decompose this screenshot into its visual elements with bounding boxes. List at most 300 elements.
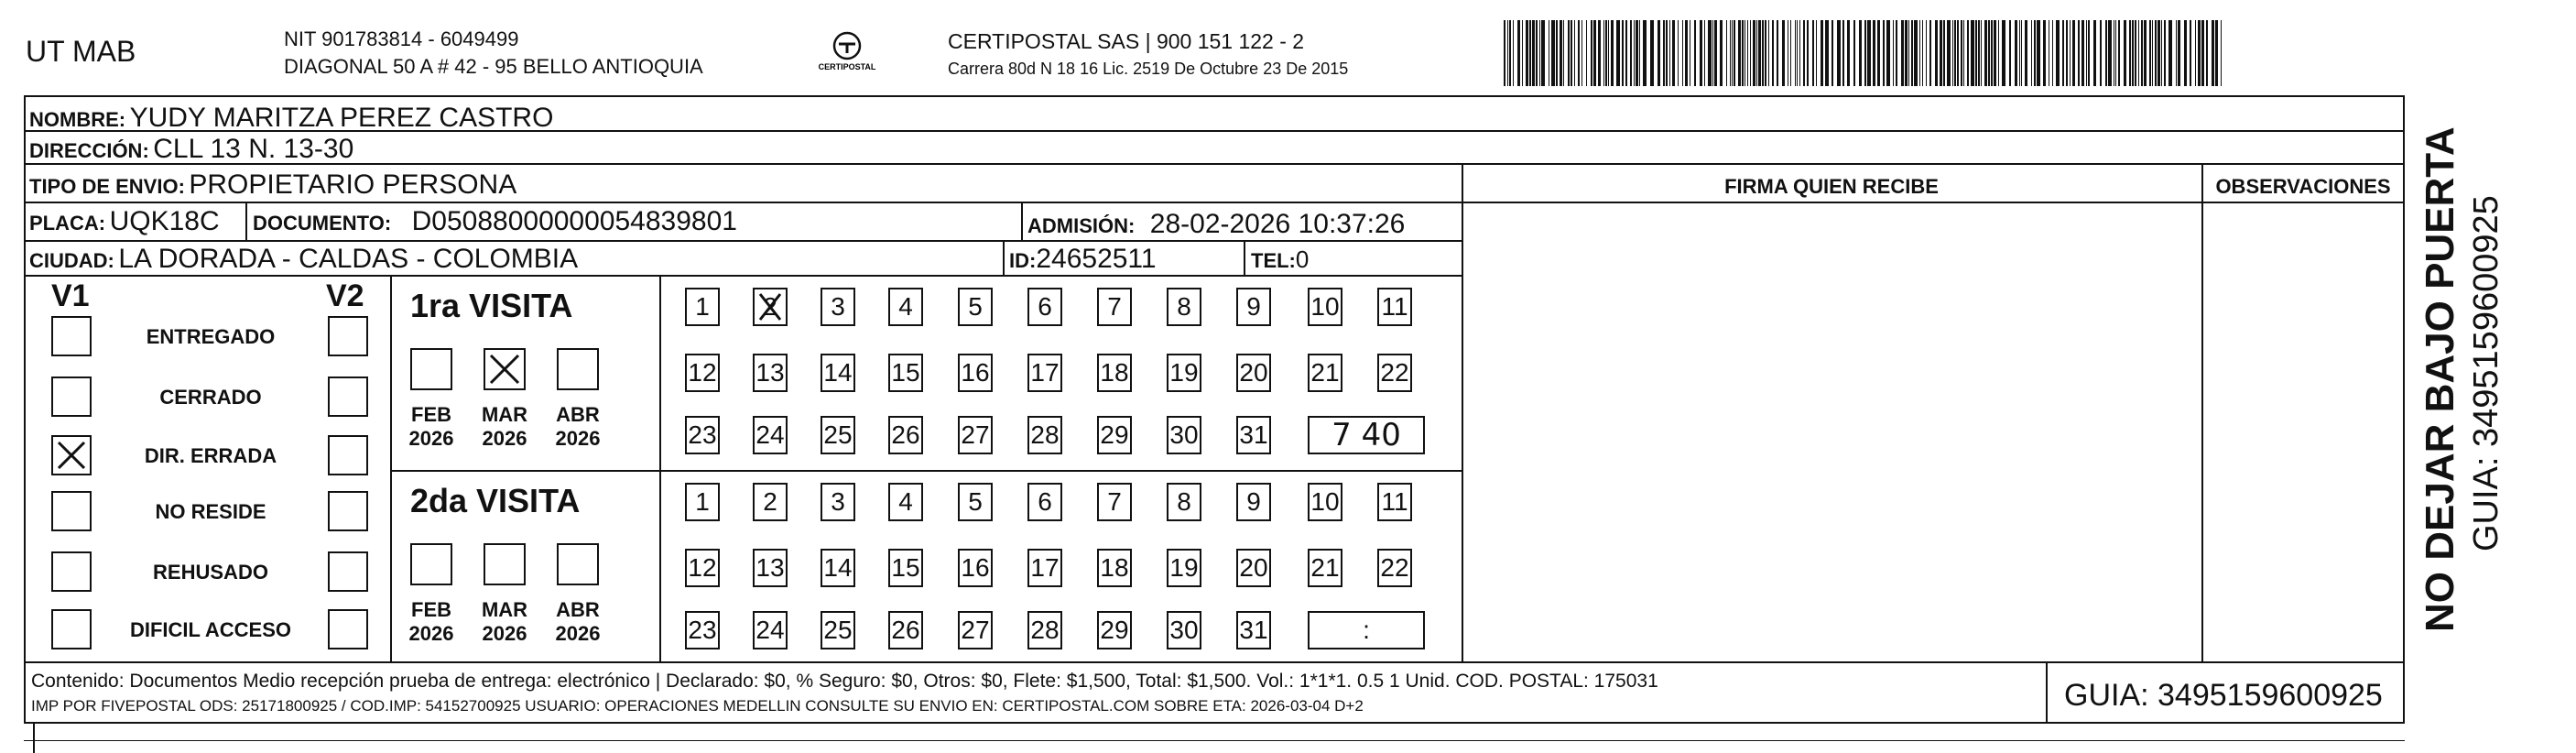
id-field xyxy=(1009,246,1157,273)
barcode-bar xyxy=(1873,20,1875,86)
barcode-bar xyxy=(2105,20,2107,86)
barcode-bar xyxy=(1574,20,1575,86)
id-label: ID: xyxy=(1009,249,1037,272)
day-box[interactable] xyxy=(1097,549,1132,587)
company-license: Carrera 80d N 18 16 Lic. 2519 De Octubre 23 De 2015 xyxy=(948,60,1349,78)
barcode-bar xyxy=(1935,20,1938,86)
day-number: 7 xyxy=(1107,292,1122,321)
day-number: 4 xyxy=(898,487,913,516)
barcode-bar xyxy=(1522,20,1523,86)
barcode-bar xyxy=(1867,20,1871,86)
day-box[interactable] xyxy=(1377,288,1412,326)
v2-checkbox[interactable] xyxy=(328,376,368,417)
tel-field xyxy=(1251,247,1309,271)
day-box[interactable] xyxy=(1097,611,1132,649)
day-box[interactable] xyxy=(888,611,923,649)
documento-field xyxy=(253,208,737,235)
tipo-envio-value: PROPIETARIO PERSONA xyxy=(189,169,517,200)
barcode-bar xyxy=(2141,20,2143,86)
day-box[interactable] xyxy=(1097,288,1132,326)
barcode-bar xyxy=(1658,20,1660,86)
day-number: 3 xyxy=(831,292,845,321)
day-number: 17 xyxy=(1030,553,1060,582)
placa-field xyxy=(29,208,220,235)
barcode-bar xyxy=(2201,20,2204,86)
day-box[interactable] xyxy=(958,288,993,326)
barcode-bar xyxy=(1975,20,1977,86)
day-box[interactable] xyxy=(1167,611,1201,649)
barcode-bar xyxy=(1994,20,1996,86)
month-checkbox[interactable] xyxy=(410,348,452,390)
barcode-bar xyxy=(2043,20,2046,86)
barcode-bar xyxy=(1896,20,1897,86)
day-box[interactable] xyxy=(753,288,788,326)
barcode xyxy=(1502,20,2225,86)
year-label: 2026 xyxy=(408,622,454,645)
day-box[interactable] xyxy=(753,416,788,454)
day-box[interactable] xyxy=(821,288,855,326)
day-box[interactable] xyxy=(958,416,993,454)
day-box[interactable] xyxy=(1236,416,1271,454)
day-number: 16 xyxy=(961,358,990,387)
barcode-bar xyxy=(1988,20,1990,86)
observations-area[interactable] xyxy=(2203,203,2403,660)
day-box[interactable] xyxy=(821,354,855,392)
barcode-bar xyxy=(1630,20,1632,86)
v1-checkbox[interactable] xyxy=(51,316,92,356)
visit-time-box[interactable] xyxy=(1308,611,1425,649)
barcode-bar xyxy=(1816,20,1817,86)
v2-checkbox[interactable] xyxy=(328,551,368,592)
day-number: 11 xyxy=(1381,487,1408,516)
ciudad-label: CIUDAD: xyxy=(29,249,114,272)
barcode-bar xyxy=(1926,20,1927,86)
sender-address: DIAGONAL 50 A # 42 - 95 BELLO ANTIOQUIA xyxy=(284,55,703,78)
month-checkbox[interactable] xyxy=(484,348,526,390)
day-number: 10 xyxy=(1310,487,1340,516)
barcode-bar xyxy=(1864,20,1866,86)
direccion-field xyxy=(29,136,353,163)
barcode-bar xyxy=(1747,20,1748,86)
barcode-bar xyxy=(2009,20,2011,86)
barcode-bar xyxy=(1762,20,1764,86)
day-number: 27 xyxy=(961,616,990,644)
day-x-mark xyxy=(755,289,786,324)
day-number: 19 xyxy=(1169,553,1199,582)
barcode-bar xyxy=(1603,20,1604,86)
day-box[interactable] xyxy=(1167,483,1201,521)
v2-checkbox[interactable] xyxy=(328,491,368,531)
barcode-bar xyxy=(2168,20,2172,86)
day-number: 2 xyxy=(763,487,777,516)
barcode-bar xyxy=(1978,20,1980,86)
visit-time-box[interactable] xyxy=(1308,416,1425,454)
v2-header: V2 xyxy=(326,278,364,313)
barcode-bar xyxy=(1777,20,1778,86)
barcode-bar xyxy=(1837,20,1841,86)
day-number: 17 xyxy=(1030,358,1060,387)
barcode-bar xyxy=(2037,20,2040,86)
v1-checkbox[interactable] xyxy=(51,491,92,531)
barcode-bar xyxy=(1643,20,1647,86)
day-number: 23 xyxy=(688,420,717,449)
day-box[interactable] xyxy=(1236,483,1271,521)
barcode-bar xyxy=(2161,20,2162,86)
barcode-bar xyxy=(1984,20,1987,86)
status-label: DIR. ERRADA xyxy=(144,444,277,467)
footer-contenido: Contenido: Documentos Medio recepción prueba de entrega: electrónico | Declarado: $0, % Seguro: $0, Otros: $0, Flete: $1,500, Total: $1,500. Vol.: 1*1*1. 0.5 1 Unid. COD. POSTAL: 175031 xyxy=(31,671,1658,692)
barcode-bar xyxy=(1991,20,1993,86)
day-number: 14 xyxy=(823,553,853,582)
v1-checkbox[interactable] xyxy=(51,376,92,417)
signature-area[interactable] xyxy=(1463,203,2200,660)
day-box[interactable] xyxy=(1377,354,1412,392)
day-number: 29 xyxy=(1100,616,1129,644)
barcode-bar xyxy=(1586,20,1587,86)
day-box[interactable] xyxy=(685,354,720,392)
day-number: 1 xyxy=(695,487,710,516)
ciudad-field xyxy=(29,246,578,273)
day-number: 14 xyxy=(823,358,853,387)
barcode-bar xyxy=(1842,20,1844,86)
tel-label: TEL: xyxy=(1251,249,1296,272)
day-number: 26 xyxy=(891,616,920,644)
firma-header: FIRMA QUIEN RECIBE xyxy=(1724,175,1939,198)
barcode-bar xyxy=(2025,20,2027,86)
barcode-bar xyxy=(1750,20,1751,86)
day-number: 15 xyxy=(891,358,920,387)
barcode-bar xyxy=(1622,20,1624,86)
barcode-bar xyxy=(1758,20,1761,86)
day-box[interactable] xyxy=(1236,354,1271,392)
barcode-bar xyxy=(1578,20,1580,86)
barcode-bar xyxy=(1971,20,1974,86)
barcode-bar xyxy=(1616,20,1620,86)
barcode-bar xyxy=(1803,20,1805,86)
company-name: CERTIPOSTAL SAS | 900 151 122 - 2 xyxy=(948,29,1305,53)
day-box[interactable] xyxy=(1308,288,1342,326)
barcode-bar xyxy=(1847,20,1850,86)
barcode-bar xyxy=(1734,20,1735,86)
day-box[interactable] xyxy=(958,611,993,649)
visit-title: 2da VISITA xyxy=(410,482,581,519)
day-box[interactable] xyxy=(685,549,720,587)
v2-checkbox[interactable] xyxy=(328,316,368,356)
barcode-bar xyxy=(1831,20,1833,86)
barcode-bar xyxy=(1678,20,1679,86)
day-box[interactable] xyxy=(1027,549,1062,587)
day-box[interactable] xyxy=(753,549,788,587)
placa-value: UQK18C xyxy=(109,206,220,236)
barcode-bar xyxy=(2002,20,2005,86)
day-box[interactable] xyxy=(1027,288,1062,326)
barcode-bar xyxy=(2088,20,2090,86)
certipostal-logo xyxy=(815,27,879,73)
year-label: 2026 xyxy=(555,622,601,645)
day-number: 26 xyxy=(891,420,920,449)
barcode-bar xyxy=(1905,20,1908,86)
barcode-bar xyxy=(2066,20,2068,86)
barcode-bar xyxy=(1704,20,1705,86)
day-box[interactable] xyxy=(1236,611,1271,649)
barcode-bar xyxy=(1560,20,1562,86)
day-number: 10 xyxy=(1310,292,1340,321)
barcode-bar xyxy=(2178,20,2180,86)
day-number: 7 xyxy=(1107,487,1122,516)
day-box[interactable] xyxy=(1027,611,1062,649)
day-box[interactable] xyxy=(1097,416,1132,454)
day-box[interactable] xyxy=(1167,549,1201,587)
nombre-value: YUDY MARITZA PEREZ CASTRO xyxy=(129,103,554,133)
day-box[interactable] xyxy=(1167,354,1201,392)
day-box[interactable] xyxy=(888,354,923,392)
barcode-bar xyxy=(1517,20,1520,86)
barcode-bar xyxy=(1797,20,1798,86)
v1-checkbox[interactable] xyxy=(51,551,92,592)
day-number: 12 xyxy=(688,358,717,387)
barcode-bar xyxy=(1772,20,1774,86)
day-box[interactable] xyxy=(1167,288,1201,326)
barcode-bar xyxy=(1551,20,1555,86)
day-number: 8 xyxy=(1177,487,1191,516)
barcode-bar xyxy=(2195,20,2196,86)
barcode-bar xyxy=(1694,20,1696,86)
barcode-bar xyxy=(2155,20,2157,86)
barcode-bar xyxy=(1919,20,1920,86)
year-label: 2026 xyxy=(555,427,601,450)
documento-value: D05088000000054839801 xyxy=(411,206,737,236)
barcode-bar xyxy=(1568,20,1570,86)
day-box[interactable] xyxy=(958,549,993,587)
barcode-bar xyxy=(2086,20,2087,86)
day-number: 3 xyxy=(831,487,845,516)
day-box[interactable] xyxy=(1027,483,1062,521)
day-box[interactable] xyxy=(1377,549,1412,587)
day-number: 16 xyxy=(961,553,990,582)
day-box[interactable] xyxy=(888,483,923,521)
barcode-bar xyxy=(1682,20,1683,86)
admision-value: 28-02-2026 10:37:26 xyxy=(1149,209,1406,239)
day-number: 4 xyxy=(898,292,913,321)
day-number: 21 xyxy=(1310,358,1340,387)
day-number: 24 xyxy=(755,616,785,644)
footer-guia: GUIA: 3495159600925 xyxy=(2064,678,2383,713)
barcode-bar xyxy=(1593,20,1596,86)
barcode-bar xyxy=(1957,20,1959,86)
status-label: REHUSADO xyxy=(153,561,268,584)
v1-header: V1 xyxy=(51,278,90,313)
barcode-bar xyxy=(1821,20,1823,86)
barcode-bar xyxy=(1720,20,1723,86)
day-box[interactable] xyxy=(958,354,993,392)
barcode-bar xyxy=(1726,20,1727,86)
visit-title: 1ra VISITA xyxy=(410,287,573,324)
day-box[interactable] xyxy=(888,416,923,454)
day-number: 29 xyxy=(1100,420,1129,449)
day-box[interactable] xyxy=(821,416,855,454)
barcode-bar xyxy=(1663,20,1665,86)
barcode-bar xyxy=(2078,20,2080,86)
barcode-bar xyxy=(2206,20,2208,86)
day-box[interactable] xyxy=(753,483,788,521)
day-box[interactable] xyxy=(888,549,923,587)
day-box[interactable] xyxy=(1308,549,1342,587)
direccion-value: CLL 13 N. 13-30 xyxy=(153,134,354,164)
month-label: MAR xyxy=(481,403,528,426)
day-box[interactable] xyxy=(685,416,720,454)
no-dejar-bajo-puerta: NO DEJAR BAJO PUERTA xyxy=(2418,126,2462,632)
visit-time: 7 40 xyxy=(1331,417,1401,453)
day-box[interactable] xyxy=(1167,416,1201,454)
barcode-bar xyxy=(1782,20,1785,86)
barcode-bar xyxy=(2164,20,2166,86)
day-number: 12 xyxy=(688,553,717,582)
barcode-bar xyxy=(2198,20,2201,86)
month-label: MAR xyxy=(481,598,528,621)
day-box[interactable] xyxy=(1027,416,1062,454)
v1-checkbox[interactable] xyxy=(51,435,92,475)
barcode-bar xyxy=(1753,20,1755,86)
barcode-bar xyxy=(1853,20,1855,86)
footer-impresion: IMP POR FIVEPOSTAL ODS: 25171800925 / COD.IMP: 54152700925 USUARIO: OPERACIONES MEDELLIN CONSULTE SU ENVIO EN: CERTIPOSTAL.COM SOBRE ETA: 2026-03-04 D+2 xyxy=(31,697,1364,715)
day-box[interactable] xyxy=(821,483,855,521)
day-box[interactable] xyxy=(1308,354,1342,392)
barcode-bar xyxy=(2052,20,2053,86)
visit-time: : xyxy=(1363,616,1370,644)
v1-checkbox[interactable] xyxy=(51,609,92,649)
barcode-bar xyxy=(1532,20,1535,86)
day-box[interactable] xyxy=(1308,483,1342,521)
barcode-bar xyxy=(2100,20,2102,86)
barcode-bar xyxy=(1742,20,1744,86)
day-number: 6 xyxy=(1038,487,1052,516)
barcode-bar xyxy=(1859,20,1862,86)
barcode-bar xyxy=(2132,20,2134,86)
day-number: 11 xyxy=(1381,292,1408,321)
barcode-bar xyxy=(2093,20,2096,86)
barcode-bar xyxy=(1571,20,1572,86)
day-box[interactable] xyxy=(821,549,855,587)
v2-checkbox[interactable] xyxy=(328,609,368,649)
direccion-label: DIRECCIÓN: xyxy=(29,139,149,162)
barcode-bar xyxy=(1591,20,1592,86)
day-number: 20 xyxy=(1239,358,1268,387)
year-label: 2026 xyxy=(482,427,527,450)
day-number: 9 xyxy=(1246,487,1261,516)
day-number: 24 xyxy=(755,420,785,449)
day-box[interactable] xyxy=(821,611,855,649)
barcode-bar xyxy=(1611,20,1614,86)
barcode-bar xyxy=(2149,20,2151,86)
barcode-bar xyxy=(2138,20,2139,86)
barcode-bar xyxy=(1685,20,1688,86)
barcode-bar xyxy=(1666,20,1668,86)
day-box[interactable] xyxy=(685,611,720,649)
day-box[interactable] xyxy=(958,483,993,521)
barcode-bar xyxy=(1914,20,1918,86)
day-box[interactable] xyxy=(685,483,720,521)
barcode-bar xyxy=(1672,20,1675,86)
day-box[interactable] xyxy=(1236,288,1271,326)
month-checkbox[interactable] xyxy=(410,543,452,585)
day-box[interactable] xyxy=(1027,354,1062,392)
barcode-bar xyxy=(1940,20,1942,86)
day-number: 18 xyxy=(1100,358,1129,387)
day-box[interactable] xyxy=(1097,483,1132,521)
barcode-bar xyxy=(2072,20,2075,86)
barcode-bar xyxy=(2184,20,2187,86)
day-number: 15 xyxy=(891,553,920,582)
barcode-bar xyxy=(1825,20,1829,86)
barcode-bar xyxy=(1526,20,1528,86)
barcode-bar xyxy=(1513,20,1514,86)
placa-label: PLACA: xyxy=(29,212,106,235)
day-number: 23 xyxy=(688,616,717,644)
barcode-bar xyxy=(1712,20,1713,86)
barcode-bar xyxy=(2056,20,2060,86)
month-checkbox[interactable] xyxy=(484,543,526,585)
year-label: 2026 xyxy=(408,427,454,450)
day-box[interactable] xyxy=(1097,354,1132,392)
day-box[interactable] xyxy=(1236,549,1271,587)
ciudad-value: LA DORADA - CALDAS - COLOMBIA xyxy=(118,244,579,274)
day-box[interactable] xyxy=(753,611,788,649)
barcode-bar xyxy=(1952,20,1953,86)
barcode-bar xyxy=(2031,20,2032,86)
day-number: 22 xyxy=(1380,553,1409,582)
barcode-bar xyxy=(1756,20,1757,86)
day-box[interactable] xyxy=(685,288,720,326)
month-checkbox[interactable] xyxy=(557,348,599,390)
documento-label: DOCUMENTO: xyxy=(253,212,392,235)
barcode-bar xyxy=(1967,20,1969,86)
side-guia: GUIA: 3495159600925 xyxy=(2467,195,2505,551)
day-number: 8 xyxy=(1177,292,1191,321)
v2-checkbox[interactable] xyxy=(328,435,368,475)
month-label: FEB xyxy=(411,403,451,426)
status-label: CERRADO xyxy=(159,386,262,409)
barcode-bar xyxy=(1708,20,1712,86)
barcode-bar xyxy=(2144,20,2147,86)
day-number: 5 xyxy=(968,292,983,321)
day-number: 31 xyxy=(1239,420,1268,449)
barcode-bar xyxy=(2015,20,2017,86)
sender-nit: NIT 901783814 - 6049499 xyxy=(284,27,519,50)
day-box[interactable] xyxy=(1377,483,1412,521)
barcode-bar xyxy=(2081,20,2084,86)
logo-text: CERTIPOSTAL xyxy=(818,62,876,71)
barcode-bar xyxy=(1943,20,1945,86)
day-number: 27 xyxy=(961,420,990,449)
barcode-bar xyxy=(2176,20,2177,86)
year-label: 2026 xyxy=(482,622,527,645)
barcode-bar xyxy=(1507,20,1508,86)
barcode-bar xyxy=(2152,20,2153,86)
day-number: 1 xyxy=(695,292,710,321)
barcode-bar xyxy=(2129,20,2131,86)
day-number: 19 xyxy=(1169,358,1199,387)
day-number: 30 xyxy=(1169,420,1199,449)
barcode-bar xyxy=(1795,20,1796,86)
day-number: 6 xyxy=(1038,292,1052,321)
barcode-bar xyxy=(1714,20,1717,86)
day-box[interactable] xyxy=(753,354,788,392)
day-box[interactable] xyxy=(888,288,923,326)
barcode-bar xyxy=(1768,20,1769,86)
barcode-bar xyxy=(1908,20,1909,86)
day-number: 18 xyxy=(1100,553,1129,582)
month-checkbox[interactable] xyxy=(557,543,599,585)
